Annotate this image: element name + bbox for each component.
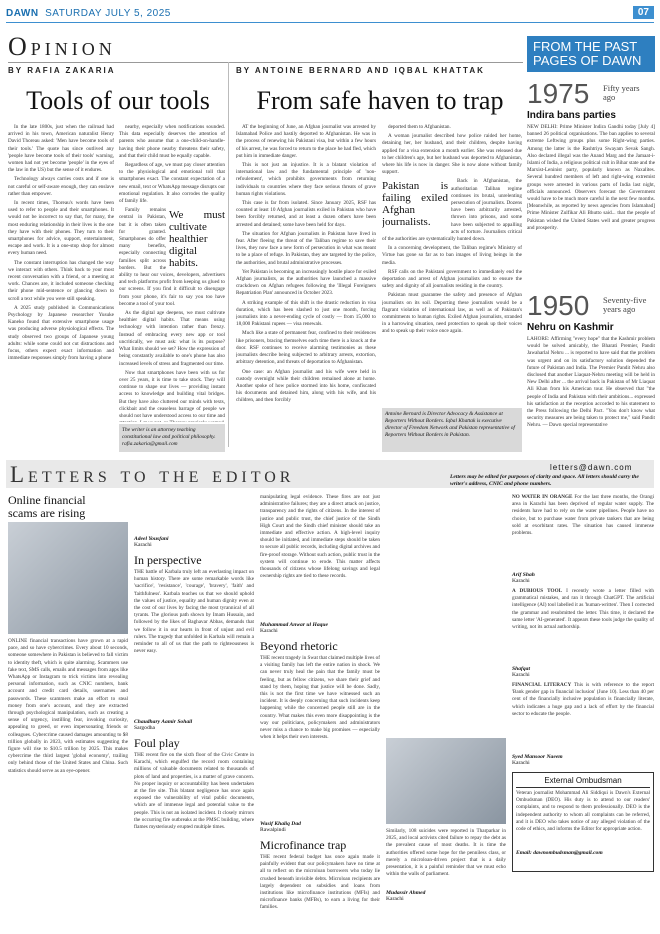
signature: Adeel Yousfani [134, 536, 169, 542]
sidebar-title-2: Nehru on Kashmir [527, 322, 614, 333]
letter-9: A DUBIOUS TOOL I recently wrote a letter filled with grammatical mistakes, and ran it through ChatGPT. The artificial intelligence (AI) tool labelled it as 'human-written'. Then I corrected the grammar and resubmitted the letter. This time, it declared the same letter 'AI-generated'. It appears these tools judge the quality of writing, not its actual authorship. [512, 588, 654, 631]
paragraph: In the late 1800s, just when the railroad had arrived in his town, American naturalist Henry David Thoreau asked: 'Men have become tools of their tools.' The quote has since outlived any 'people have become tools of their tools' warning, women had not yet become 'people' in the eyes of the law in the US) but the sense of it endures. [8, 124, 114, 174]
letter-3-continued: manipulating legal evidence. These fires are not just administrative failures; they are a direct attack on justice, transparency and the rights of citizens. In the interest of justice and public trust, the chief justice of the Sindh High Court and the Sindh chief minister should take an immediate and effective action. A high-level inquiry should be initiated, and immediate steps should be taken to secure all public records, including digital archives and fire-proof storage. Without such action, public trust in the system will continue to erode. This matter affects thousands of citizens whose lifelong savings and legal ownership rights are tied to these records. [260, 494, 380, 580]
location: Karachi [512, 760, 530, 766]
ombudsman-box [512, 772, 654, 872]
page-header [6, 6, 654, 22]
paragraph: A striking example of this shift is the drastic reduction in visa duration, which has been slashed to just one month, forcing journalists into a never-ending cycle of costly — from 15,000 to 18,000 Pakistani rupees — visa renewals. [236, 299, 376, 328]
year-label: 1950 [527, 290, 590, 321]
letter-8: NO WATER IN ORANGE For the last three months, the Orangi area in Karachi has been deprived of regular water supply. The residents have had to rely on the water pipelines. People have no choice, but to purchase water from private tankers that are being sold at exorbitant rates. The situation has caused immense problems. [512, 494, 654, 537]
years-ago: Seventy-five years ago [603, 295, 647, 314]
section-title: Opinion [8, 32, 116, 61]
paragraph: One case: an Afghan journalist and his wife were held in custody overnight while their children remained alone at home. Another spoke of how police stormed into his home, confiscated his documents and detained him, along with his wife, and his children, and then forcibly [236, 368, 376, 404]
article-2-col-1 [236, 124, 376, 454]
signature: Wasif Khaliq Dad [260, 821, 301, 827]
author-note-2: Antoine Bernard is Director Advocacy & Assistance at Reporters Without Borders. Iqbal Khattak is executive director of Freedom Network and Pakistan representative of Reporters Without Borders in Pakistan. [382, 408, 522, 452]
year-label: 1975 [527, 78, 590, 109]
letter-3-text: THE recent fire on the sixth floor of the Civic Centre in Karachi, which engulfed the record room containing millions of valuable documents related to thousands of plots of land and properties, is a matter of grave concern. No proper inquiry or accountability has been undertaken at the fire site. This blatant negligence has once again exposed the vulnerability of vital public documents, which are of immense legal and potential value to the people. This is not an isolated incident. It closely mirrors the occurring fire outbreaks at the PMSC building, where flames mysteriously erupted multiple times. [134, 752, 254, 831]
letter-1-headline: Online financial scams are rising [8, 493, 86, 520]
signature: Syed Mansoor Naeem [512, 754, 563, 760]
paragraph: deported them to Afghanistan. [388, 124, 451, 130]
location: Karachi [386, 896, 404, 902]
article-1-col-1 [8, 124, 114, 454]
paragraph: RSF calls on the Pakistani government to immediately end the deportation and arrest of Afghan journalists and to ensure the safety and dignity of all journalists residing in the country. [382, 268, 522, 290]
scam-illustration-image [8, 522, 128, 634]
byline-2: BY ANTOINE BERNARD AND IQBAL KHATTAK [236, 66, 485, 75]
years-ago: Fifty years ago [603, 83, 640, 102]
paragraph: Much like a state of permanent fear, confined to their residences like prisoners, bracing themselves each time there is a knock at the door. RSF continues to receive alarming testimonies as these journalists describe being subjected to arbitrary arrests, extortion, arbitrary detention, and threats of deportation to Afghanistan. [236, 330, 376, 366]
author-note-1: The writer is an attorney teaching constitutional law and political philosophy. rafia.zakaria@gmail.com [119, 424, 225, 452]
masthead: DAWN SATURDAY JULY 5, 2025 [6, 8, 171, 19]
paragraph: Regardless of age, we must pay closer attention to the physiological and emotional toll that smartphones exact. The constant expectation of a new email, text or WhatsApp message disrupts our emotional regulation. It also corrodes the quality of family life. [119, 162, 225, 205]
location: Karachi [512, 672, 530, 678]
signature: Muhammad Anwar ul Haque [260, 622, 329, 628]
paragraph: As the digital age deepens, we must cultivate healthier digital habits. That means using technology with intention rather than frenzy. Instead of embracing every new app or tool uncritically, we must ask: what is its purpose? What limits should we set? How the expression of being constantly available to one's phone has also increased levels of stress and fragmented our time. [119, 310, 225, 367]
letter-5-headline: Beyond rhetoric [260, 639, 338, 653]
paragraph: Pakistan must guarantee the safety and presence of Afghan journalists on its soil. Deporting these journalists would be a flagrant violation of international law, as well as of Pakistan's commitments to human rights. Exiled Afghan journalists, stranded in a harrowing situation, need protection to speak up their voices and to speak up their voice once again. [382, 292, 522, 335]
paragraph: AT the beginning of June, an Afghan journalist was arrested by Islamabad Police and hastily deported to Afghanistan. He was in the process of renewing his Pakistani visa, but within a few hours of his arrest, he was forced to return to the place he had fled, which put him in immediate danger. [236, 124, 376, 159]
paragraph: In a concerning development, the Taliban regime's Ministry of Virtue has gone so far as to ban images of living beings in the media. [382, 245, 522, 266]
paragraph: nearby, especially when notifications sounded. This data especially deserves the attention of parents who assume that a one-child-on-handle-having their phone nearby threatens their safety, and that their child must be equally capable. [119, 124, 225, 159]
year-block-1975 [527, 78, 655, 110]
sidebar-title-1: Indira bans parties [527, 110, 616, 121]
headline-2: From safe haven to trap [256, 86, 504, 115]
letter-6-continued [386, 494, 506, 738]
location: Karachi [512, 578, 530, 584]
letters-title: Letters to the editor [10, 462, 295, 487]
letters-column-3 [260, 494, 380, 930]
letters-column-4 [386, 494, 506, 930]
paragraph: Family remains central in Pakistan, but it is often taken for granted. Smartphones do offer many benefits, especially connecting families split across borders. But the ability to hear our voices, developers, advertisers and tech platforms profit from keeping us glued to our screens. If you find it difficult to disengage from your phone, it's fair to say you too have become a tool of your tool. [119, 207, 225, 307]
letter-6-headline: Microfinance trap [260, 838, 347, 852]
signature: Mudassir Ahmed [386, 890, 426, 896]
column-divider [228, 62, 229, 447]
headline-1: Tools of our tools [26, 86, 210, 115]
sidebar-text-2: LAHORE: Affirming "every hope" that the Kashmir problem would be solved amicably, the Bharati Premier, Pandit Jawaharlal Nehru ... is reported to have said that the problem was urgent and on its satisfactory solution depended the future of Pakistan and India. The Premier Pandit Nehru also disclosed that another Liaquat-Nehru meeting will be held in New Delhi after ... the arrival back in Pakistan of Mr Liaquat Ali Khan from his American tour. He observed that "the people of India and Pakistan with their ambitions... expressed his satisfaction at the reception accorded to his statement to the Press following the Delhi Pact. "You don't know what security measures are being taken to protect me," said Pandit Nehru. — Dawn special representative [527, 336, 655, 429]
page-number: 07 [633, 6, 654, 19]
pull-quote-1: We must cultivate healthier digital habits. [169, 209, 225, 270]
paragraph: Technology always carries costs and if one is not careful or self-aware enough, they can enslave rather than empower. [8, 176, 114, 197]
letter-10: FINANCIAL LITERACY This is with reference to the report 'Bank gender gap in financial inclusion' (June 10). Less than 40 per cent of the financially inclusive population is financially literate, which indicates a huge gap and a lack of effort by the financial sector to educate the people. [512, 682, 654, 717]
paragraph: This is not just an injustice. It is a blatant violation of international law and the fundamental principle of 'non-refoulement', which prohibits governments from returning individuals to countries where they face serious threats of grave human rights violations. [236, 162, 376, 197]
sidebar-heading: FROM THE PAST PAGES OF DAWN [527, 36, 655, 72]
ombudsman-email: Email: dawnombudsman@gmail.com [516, 850, 603, 856]
paragraph: A woman journalist described how police raided her home, detaining her, her husband, and their children, despite having applied for a visa extension a month earlier. She was released due to her children's age, but her husband was deported to Afghanistan, where his life is now in danger. She is now alone without family support. [382, 133, 522, 176]
letters-notice: Letters may be edited for purposes of clarity and space. All letters should carry the writer's address, CNIC and phone numbers. [450, 474, 639, 487]
byline-1: BY RAFIA ZAKARIA [8, 66, 116, 75]
letter-2-text: THE battle of Karbala truly left an everlasting impact on human history. There are some remarkable words like 'sacrifice', 'resistance', 'courage', 'bravery', 'faith' and 'faithfulness'. Karbala teaches us that we should uphold the values of justice, equality and human dignity even at the cost of our lives by facing the most tyrannical of all tyrants. The glorious path shown by Imam Hussain, and followed by the likes of Baghavar Abbas, demands that we follow it in our hearts in front of unjust and evil rulers. The tragedy that unfolded in Karbala will remain a reminder to all of us that the path to righteousness is never easy. [134, 569, 254, 655]
letter-1-continued [134, 494, 254, 536]
paragraph: Yet Pakistan is becoming an increasingly hostile place for exiled Afghan journalists, as the authorities have launched a massive crackdown on Afghan refugees following the 'Illegal Foreigners Repatriation Plan' announced in October 2023. [236, 268, 376, 297]
letter-1-text: ONLINE financial transactions have grown at a rapid pace, and so have cybercrimes. Every about 10 seconds, someone somewhere in Pakistan is believed to fall victim to identity theft, which is quite alarming. Scammers use fake text, SMS calls, emails and messages from apps like WhatsApp or Instagram to trick victims into revealing personal information, such as CNIC numbers, bank account and credit card details, usernames and passwords. These scammers make an effort to steal money from one's account, and they are extracted through psychological manipulation, such as creating a sense of urgency, instilling fear, invoking curiosity, appealing to greed, or even impersonating friends or colleagues. Cybercrime caused damages amounting to $8 trillion globally in 2023, with estimates suggesting the figure will rise to $10.5 trillion by 2025. This makes cybercrime the third largest 'global economy', trailing only behind those of the United States and China. Such statistics should serve as an eye-opener. [8, 638, 128, 774]
letter-3-headline: Foul play [134, 736, 180, 750]
paragraph: The constant interruption has changed the way we interact with others. Think back to your most recent conversation with a friend, or a meeting at work. Chances are, it included someone checking their phone mid-sentence or glancing down to scroll a text while you were still speaking. [8, 259, 114, 302]
ombudsman-text: Veteran journalist Mohammad Ali Siddiqui is Dawn's External Ombudsman (DEO). His duty is to attend to our readers' complaints, and to respond to them professionally. DEO is the independent authority to whom all complaints can be referred, and it is DEO who takes notice of any alleged violation of the code of ethics, and informs the Editor for appropriate action. [516, 790, 650, 833]
location: Karachi [260, 628, 278, 634]
sidebar-text-1: NEW DELHI: Prime Minister Indira Gandhi today [July 4] banned 26 political organisations. The ban applies to several extreme Leftwing groups plus some Right-wing parties. Among the latter is the Rashtriya Swayam Sevak Sangh. Also declared illegal was the Anand Marg and the Jamaat-i-Islami of India, a religious political cult in Bihar state and the Marxist-Leninist party, popularly known as Naxalites. Several hundred members of left and right-wing extremist groups were arrested in various parts of India last night, officials announced. Observers forecast the Government would have to be much more careful in the next few months. [Meanwhile, as reported by news agencies from Islamabad] Prime Minister Zulfikar Ali Bhutto said... that the people of Pakistan wished the United States well and greater progress and prosperity. [527, 124, 655, 231]
ombudsman-title: External Ombudsman [516, 776, 650, 788]
microfinance-illustration-image [386, 738, 506, 824]
signature: Arif Shah [512, 572, 535, 578]
paragraph: This case is far from isolated. Since January 2025, RSF has counted at least 10 Afghan journalists exiled in Pakistan who have been forcibly returned, and at least a dozen others have been arrested and detained; some have been held for days. [236, 200, 376, 228]
year-block-1950 [527, 290, 655, 322]
paragraph: In recent times, Thoreau's words have been used to refer to people and their smartphones. It would not be incorrect to say that, for many, the most enduring relationship in their lives is the one they have with their phones. They turn to their smartphones for advice, support, entertainment, escape and work. It is a one-stop shop for almost every human need. [8, 200, 114, 257]
letters-column-5 [512, 494, 654, 930]
paragraph: A 2025 study published in Communications Psychology by Japanese researcher Yusuke Kaneko found that extensive smartphone usage was producing adverse physiological effects. The study observed two groups of Japanese young adults: while some could not cut distractions and focus, others expect exact information and immediate responses simply from having a phone [8, 304, 114, 362]
article-1-col-2 [119, 124, 225, 422]
letter-6-text: THE recent federal budget has once again made it painfully evident that our policymakers have no time at all to reflect on the microloan borrowers who today lie crushed beneath invisible debts. Microloan recipients are largely dependent on subsidies and loans from institutions like microfinance institutions (MFIs) and microfinance banks (MFBs), to earn a living for their families. [260, 854, 380, 911]
letters-email: letters@dawn.com [550, 463, 633, 472]
signature: Chaudhary Aamir Sohail [134, 719, 193, 725]
letter-2-headline: In perspective [134, 553, 202, 567]
letter-5-text: THE recent tragedy in Swat that claimed multiple lives of a visiting family has left the entire nation in shock. We can never truly heal the pain that the family must be feeling, but as fellow citizens, we share their grief and stand by them, hoping that justice will be done. Sadly, this is not the first time we have witnessed such an incident. It is deeply concerning that such incidents keep happening while the concerned people still are in the country. What makes this even more disappointing is the way our politicians, policymakers and administrators never miss a chance to make big promises — especially when it helps their own interests. [260, 655, 380, 741]
location: Sargodha [134, 725, 156, 731]
paragraph: Now that smartphones have been with us for over 25 years, it is time to take stock. They will continue to shape our lives — providing instant access to knowledge and building vital bridges. But they have also cluttered our minds with texts, clickbait and the ceaseless barrage of people we should not have understood access to our time and [119, 369, 225, 419]
section-rule [8, 62, 523, 63]
signature: Shafqat [512, 666, 531, 672]
paragraph: Back in Afghanistan, the authoritarian Taliban regime continues its brutal, unrelenting persecution of journalists. Dozens have been arbitrarily arrested, thrown into prisons, and some have been subjected to appalling acts of torture. Journalists critical of the authorities are systematically hunted down. [382, 178, 522, 243]
location: Rawalpindi [260, 827, 286, 833]
letters-column-2 [134, 494, 254, 930]
letter-7-text: Similarly, 108 suicides were reported in Tharparkar in 2025, and local activists cited failure to repay the debt as the prevalent cause of most deaths. It is time the authorities offered some hope for the penniless class, or merely a microloan-driven project that is a daily presentation, it is a painful reminder that we must echo within the walls of parliament. [386, 828, 506, 878]
past-pages-sidebar [527, 36, 655, 456]
paragraph: The situation for Afghan journalists in Pakistan have lived in fear. After fleeing the threat of the Taliban regime to save their lives, they now face a new form of persecution in what was meant to be a place of refuge. In Pakistan, they are targeted by the police, the authorities, and brutal administrative processes. [236, 230, 376, 266]
article-2-col-2 [382, 124, 522, 406]
location: Karachi [134, 542, 152, 548]
header-rule [6, 22, 654, 23]
pull-quote-2: Pakistan is failing exiled Afghan journalists. [382, 180, 448, 229]
